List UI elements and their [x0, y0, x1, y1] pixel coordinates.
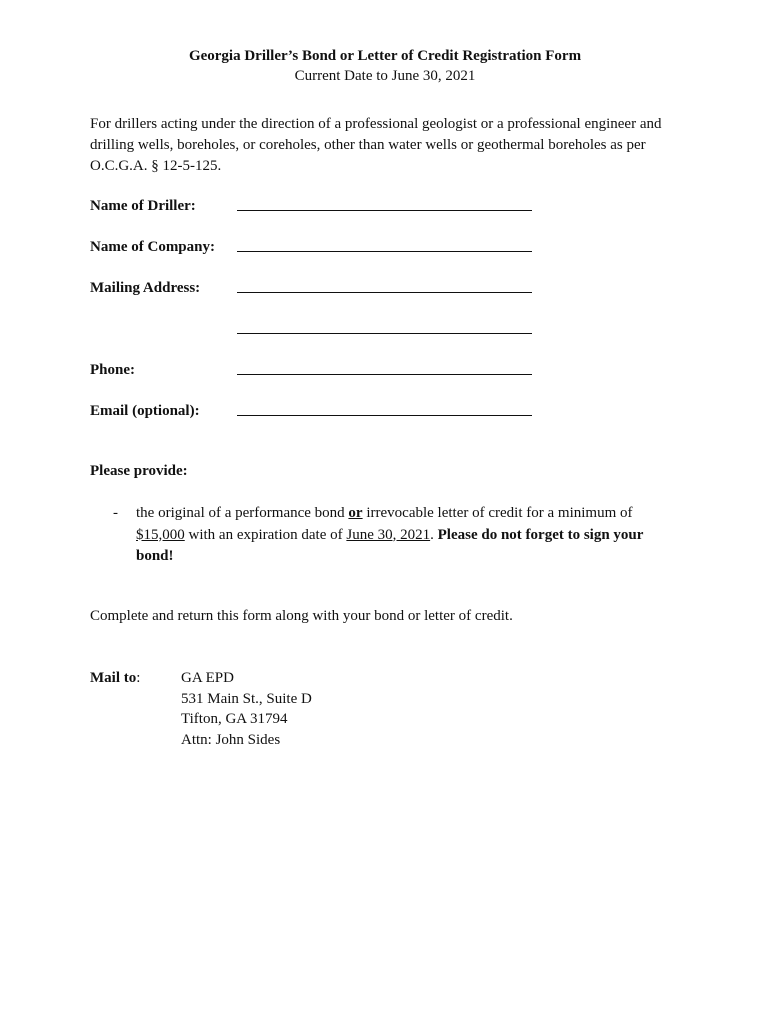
company-name-field[interactable] — [237, 251, 532, 252]
bullet-dash: - — [113, 505, 118, 521]
form-subtitle: Current Date to June 30, 2021 — [294, 68, 476, 84]
mail-to-text: Mail to — [90, 670, 137, 686]
email-label: Email (optional): — [90, 403, 200, 419]
sign-bond-reminder: Please do not forget to sign your bond! — [136, 526, 644, 564]
address-line-attn: Attn: John Sides — [181, 732, 281, 749]
mailing-address-field[interactable] — [237, 292, 532, 293]
mailing-address-block — [181, 668, 312, 751]
address-line-street: 531 Main St., Suite D — [181, 690, 312, 707]
driller-name-label: Name of Driller: — [90, 198, 196, 214]
address-line-agency: GA EPD — [181, 670, 234, 686]
please-provide-heading: Please provide: — [90, 463, 188, 479]
mail-to-colon: : — [136, 670, 141, 686]
address-line-city: Tifton, GA 31794 — [181, 711, 288, 728]
mailing-address-field-line-2[interactable] — [237, 333, 532, 334]
mailing-address-label: Mailing Address: — [90, 280, 201, 296]
phone-field[interactable] — [237, 374, 532, 375]
intro-paragraph: For drillers acting under the direction of a professional geologist or a professional engineer and drilling wells, boreholes, or coreholes, other than water wells or geothermal boreholes as per O.C.G.A. § 12-5-125. — [90, 116, 662, 174]
bond-text-part-3: with an expiration date of — [184, 526, 347, 543]
email-field[interactable] — [237, 415, 532, 416]
or-emphasis: or — [348, 505, 363, 521]
bond-text-part-2: irrevocable letter of credit for a minimum of — [362, 505, 633, 521]
bond-text-part-1: the original of a performance bond — [136, 505, 349, 521]
form-title: Georgia Driller’s Bond or Letter of Credit Registration Form — [188, 48, 582, 64]
return-instruction: Complete and return this form along with your bond or letter of credit. — [90, 608, 513, 624]
minimum-amount: $15,000 — [136, 526, 185, 543]
bond-requirement-item — [136, 503, 666, 568]
driller-name-field[interactable] — [237, 210, 532, 211]
phone-label: Phone: — [90, 362, 135, 378]
mail-to-label — [90, 668, 140, 688]
expiration-date: June 30, 2021 — [346, 526, 431, 543]
bond-text-part-4: . — [430, 526, 438, 543]
company-name-label: Name of Company: — [90, 239, 215, 255]
